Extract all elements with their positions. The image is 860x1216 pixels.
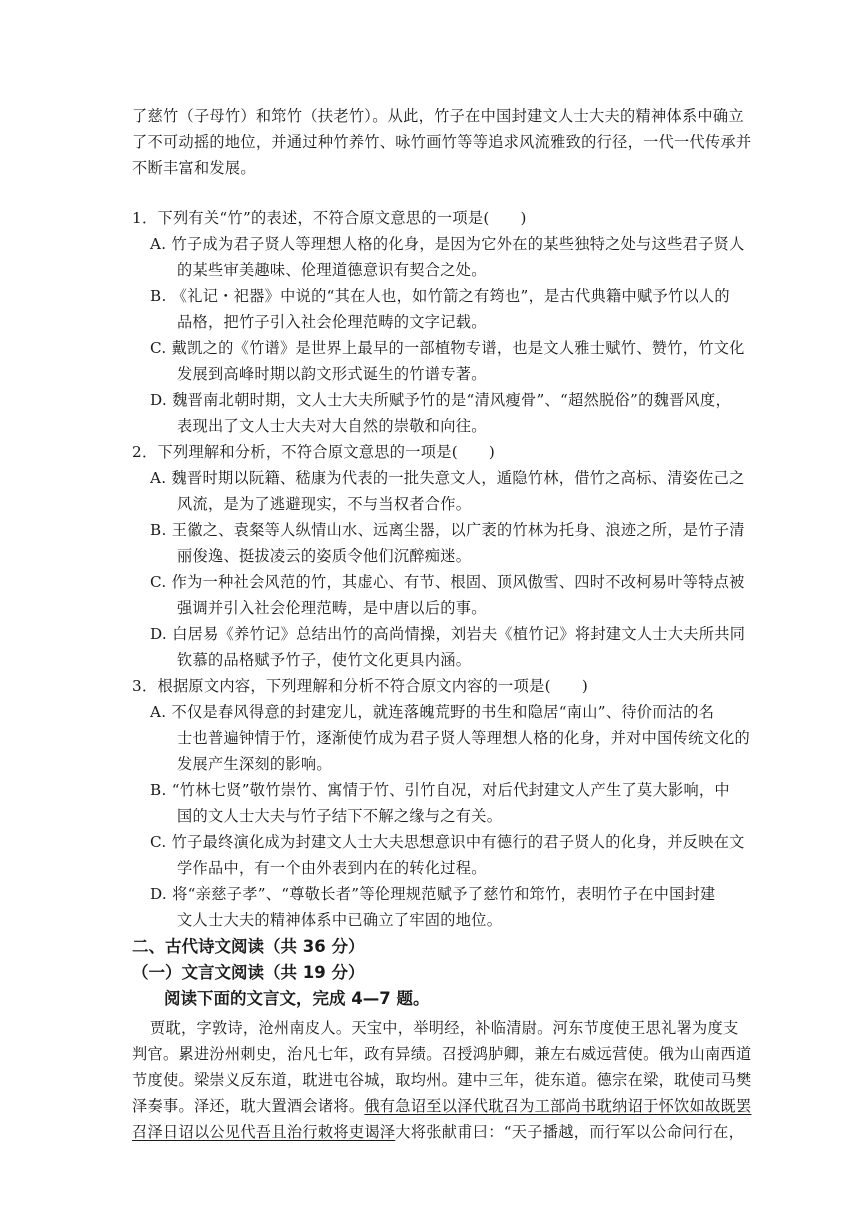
question-option: D. 魏晋南北朝时期，文人士大夫所赋予竹的是“清风瘦骨”、“超然脱俗”的魏晋风度， (150, 391, 732, 409)
question-option: C. 竹子最终演化成为封建文人士大夫思想意识中有德行的君子贤人的化身，并反映在文 (150, 833, 745, 851)
question-option-cont: 的某些审美趣味、伦理道德意识有契合之处。 (177, 261, 487, 279)
passage-line (132, 1094, 752, 1118)
underlined-sentence: 召泽日诏以公见代吾且治行敕将吏谒泽 (132, 1123, 396, 1141)
question-option: D. 白居易《养竹记》总结出竹的高尚情操，刘岩夫《植竹记》将封建文人士大夫所共同 (150, 625, 746, 643)
question-option: A. 魏晋时期以阮籍、嵇康为代表的一批失意文人，遁隐竹林，借竹之高标、清姿佐己之 (150, 469, 745, 487)
passage-text: 大将张献甫曰：“天子播越，而行军以公命问行在， (395, 1123, 745, 1141)
question-option-cont: 士也普遍钟情于竹，逐渐使竹成为君子贤人等理想人格的化身，并对中国传统文化的 (177, 729, 751, 747)
passage-line: 判官。累进汾州刺史，治凡七年，政有异绩。召授鸿胪卿，兼左右威远营使。俄为山南西道 (132, 1045, 752, 1063)
question-option-cont: 学作品中，有一个由外表到内在的转化过程。 (177, 859, 487, 877)
passage-line: 贾耽，字敦诗，沧州南皮人。天宝中，举明经，补临清尉。河东节度使王思礼署为度支 (150, 1019, 739, 1037)
question-option-cont: 国的文人士大夫与竹子结下不解之缘与之有关。 (177, 807, 503, 825)
intro-line: 不断丰富和发展。 (132, 159, 256, 177)
intro-line: 了不可动摇的地位，并通过种竹养竹、咏竹画竹等等追求风流雅致的行径，一代一代传承并 (132, 133, 752, 151)
question-option-cont: 发展到高峰时期以韵文形式诞生的竹谱专著。 (177, 365, 487, 383)
section-instruction: 阅读下面的文言文，完成 4—7 题。 (164, 989, 430, 1008)
question-option-cont: 发展产生深刻的影响。 (177, 755, 332, 773)
passage-line: 节度使。梁崇义反东道，耽进屯谷城，取均州。建中三年，徙东道。德宗在梁，耽使司马樊 (132, 1071, 752, 1089)
intro-line: 了慈竹（子母竹）和筇竹（扶老竹）。从此，竹子在中国封建文人士大夫的精神体系中确立 (132, 107, 744, 125)
question-stem: 3．根据原文内容，下列理解和分析不符合原文内容的一项是( ) (132, 677, 589, 695)
question-option-cont: 表现出了文人士大夫对大自然的崇敬和向往。 (177, 417, 487, 435)
question-option-cont: 文人士大夫的精神体系中已确立了牢固的地位。 (177, 911, 503, 929)
question-option-cont: 品格，把竹子引入社会伦理范畴的文字记载。 (177, 313, 487, 331)
passage-text: 泽奏事。泽还，耽大置酒会诸将。 (132, 1097, 365, 1115)
section-subheading: （一）文言文阅读（共 19 分） (132, 963, 365, 982)
question-option-cont: 风流，是为了逃避现实，不与当权者合作。 (177, 495, 472, 513)
question-stem: 2．下列理解和分析，不符合原文意思的一项是( ) (132, 443, 496, 461)
question-option-cont: 强调并引入社会伦理范畴，是中唐以后的事。 (177, 599, 487, 617)
question-option: B. 王徽之、袁粲等人纵情山水、远离尘器，以广袤的竹林为托身、浪迹之所，是竹子清 (150, 521, 745, 539)
question-option: A. 不仅是春风得意的封建宠儿，就连落魄荒野的书生和隐居“南山”、待价而沽的名 (150, 703, 715, 721)
question-stem: 1．下列有关“竹”的表述，不符合原文意思的一项是( ) (132, 209, 527, 227)
question-option-cont: 钦慕的品格赋予竹子，使竹文化更具内涵。 (177, 651, 472, 669)
question-option: B. “竹林七贤”敬竹崇竹、寓情于竹、引竹自况，对后代封建文人产生了莫大影响，中 (150, 781, 730, 799)
question-option: B. 《礼记・祀器》中说的“其在人也，如竹箭之有筠也”，是古代典籍中赋予竹以人的 (150, 287, 730, 305)
question-option: D. 将“亲慈子孝”、“尊敬长者”等伦理规范赋予了慈竹和筇竹，表明竹子在中国封建 (150, 885, 716, 903)
question-option-cont: 丽俊逸、挺拔凌云的姿质令他们沉醉痴迷。 (177, 547, 472, 565)
question-option: C. 戴凯之的《竹谱》是世界上最早的一部植物专谱，也是文人雅士赋竹、赞竹，竹文化 (150, 339, 745, 357)
passage-line (132, 1120, 744, 1144)
section-heading: 二、古代诗文阅读（共 36 分） (132, 937, 365, 956)
question-option: A. 竹子成为君子贤人等理想人格的化身，是因为它外在的某些独特之处与这些君子贤人 (150, 235, 745, 253)
question-option: C. 作为一种社会风范的竹，其虚心、有节、根固、顶风傲雪、四时不改柯易叶等特点被 (150, 573, 745, 591)
underlined-sentence: 俄有急诏至以泽代耽召为工部尚书耽纳诏于怀饮如故既罢 (364, 1097, 752, 1115)
